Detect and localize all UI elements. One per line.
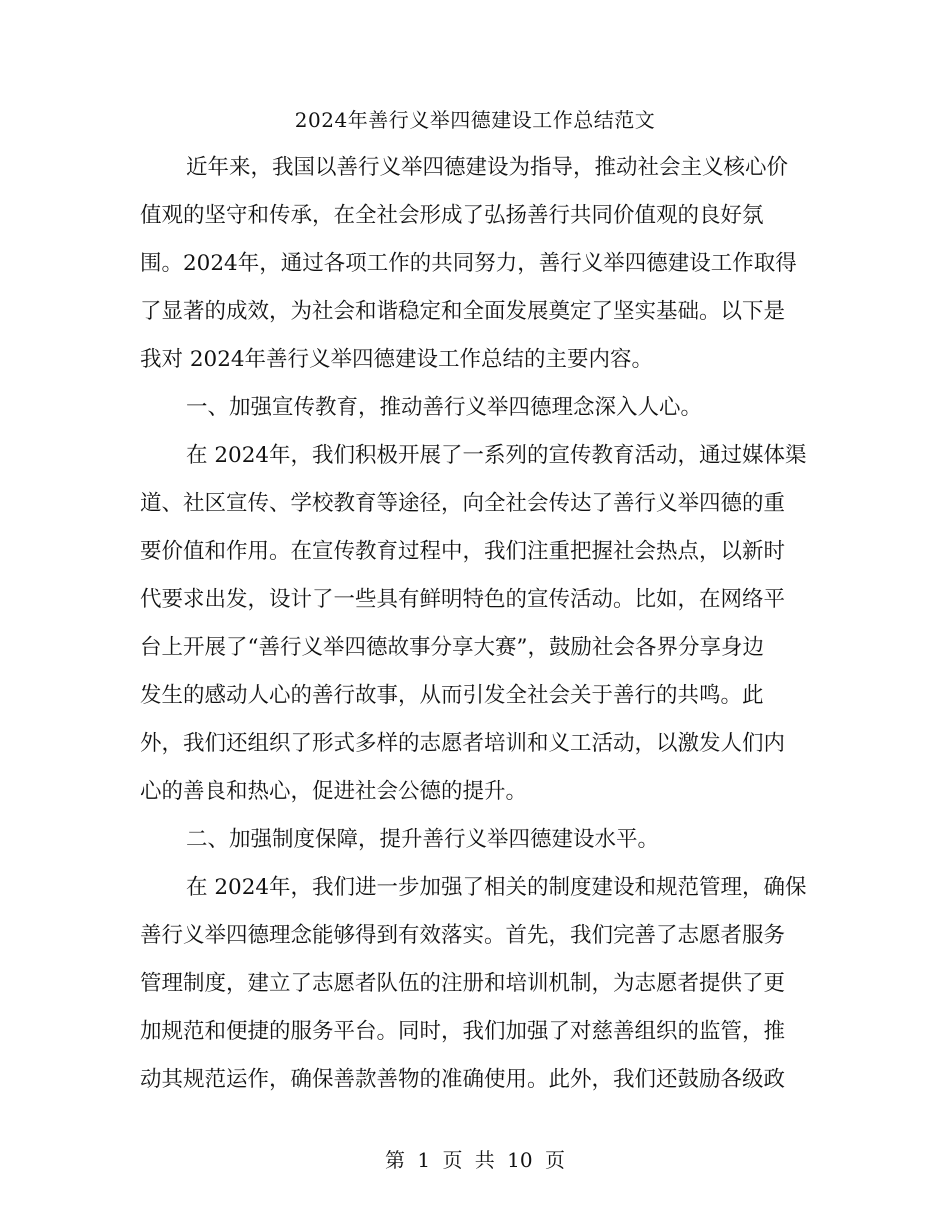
page-footer: 第 1 页 共 10 页 xyxy=(385,1148,565,1172)
text-line: 心的善良和热心，促进社会公德的提升。 xyxy=(140,779,528,804)
text-line: 动其规范运作，确保善款善物的准确使用。此外，我们还鼓励各级政 xyxy=(140,1067,786,1092)
text-line: 值观的坚守和传承，在全社会形成了弘扬善行共同价值观的良好氛 xyxy=(140,203,764,228)
text-line: 要价值和作用。在宣传教育过程中，我们注重把握社会热点，以新时 xyxy=(140,539,786,564)
text-line: 一、加强宣传教育，推动善行义举四德理念深入人心。 xyxy=(186,395,703,420)
text-line: 我对 2024年善行义举四德建设工作总结的主要内容。 xyxy=(140,347,654,372)
text-line: 二、加强制度保障，提升善行义举四德建设水平。 xyxy=(186,827,660,852)
text-line: 发生的感动人心的善行故事，从而引发全社会关于善行的共鸣。此 xyxy=(140,683,764,708)
text-line: 道、社区宣传、学校教育等途径，向全社会传达了善行义举四德的重 xyxy=(140,491,786,516)
text-line: 台上开展了“善行义举四德故事分享大赛”，鼓励社会各界分享身边 xyxy=(140,635,764,660)
text-line: 了显著的成效，为社会和谐稳定和全面发展奠定了坚实基础。以下是 xyxy=(140,299,786,324)
document-body xyxy=(140,144,815,1104)
document-title: 2024年善行义举四德建设工作总结范文 xyxy=(294,108,656,132)
text-line: 外，我们还组织了形式多样的志愿者培训和义工活动，以激发人们内 xyxy=(140,731,786,756)
text-line: 在 2024年，我们进一步加强了相关的制度建设和规范管理，确保 xyxy=(186,875,807,900)
text-line: 在 2024年，我们积极开展了一系列的宣传教育活动，通过媒体渠 xyxy=(186,443,807,468)
text-line: 近年来，我国以善行义举四德建设为指导，推动社会主义核心价 xyxy=(186,155,789,180)
text-line: 围。2024年，通过各项工作的共同努力，善行义举四德建设工作取得 xyxy=(140,251,797,276)
text-line: 加规范和便捷的服务平台。同时，我们加强了对慈善组织的监管，推 xyxy=(140,1019,786,1044)
text-line: 善行义举四德理念能够得到有效落实。首先，我们完善了志愿者服务 xyxy=(140,923,786,948)
text-line: 代要求出发，设计了一些具有鲜明特色的宣传活动。比如，在网络平 xyxy=(140,587,786,612)
text-line: 管理制度，建立了志愿者队伍的注册和培训机制，为志愿者提供了更 xyxy=(140,971,786,996)
